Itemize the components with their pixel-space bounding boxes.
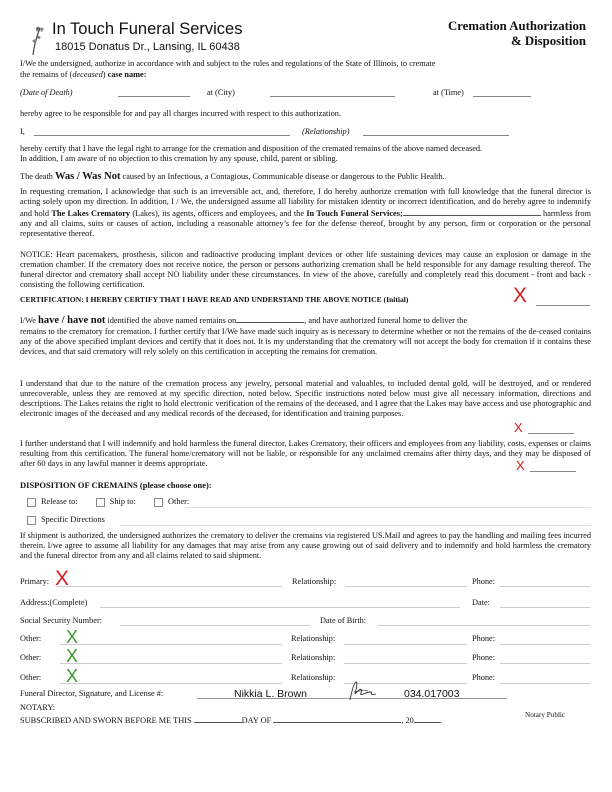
other-2-name-line[interactable]	[60, 663, 282, 664]
certification-text: CERTIFICATION: I HEREBY CERTIFY THAT I HAVE READ AND UNDERSTAND THE ABOVE NOTICE (Initial)	[20, 295, 409, 304]
other-3-mark[interactable]: X	[66, 666, 79, 686]
death-cause-suffix: caused by an Infectious, a Contagious, Communicable disease or dangerous to the Public Health.	[120, 172, 445, 181]
sworn-text-a: SUBSCRIBED AND SWORN BEFORE ME THIS	[20, 716, 192, 725]
specific-directions-line[interactable]	[120, 525, 591, 526]
other-3-relationship-label: Relationship:	[291, 673, 336, 682]
certification-initial-mark[interactable]: X	[513, 284, 528, 307]
implant-paragraph: remains to the crematory for cremation. I further certify that I/We have made such inquiry as is necessary to determine whether or not the remains of the de-ceased contains any of the above specified implant devices and certify that it does not. It is my understanding that the crematory will not accept the body for cremation if it contains these devices, and that said crematory will rely solely on this certification in accepting the remains for cremation.	[20, 327, 591, 356]
at-city-text: at (City)	[207, 88, 235, 97]
other-3-phone-line[interactable]	[500, 683, 590, 684]
company-address: 18015 Donatus Dr., Lansing, IL 60438	[55, 41, 240, 53]
other-3-phone-label: Phone:	[472, 673, 496, 682]
ssn-label: Social Security Number:	[20, 616, 103, 625]
primary-label: Primary:	[20, 577, 50, 586]
sworn-day-blank[interactable]	[194, 714, 242, 723]
intro-line1: I/We the undersigned, authorize in accordance with and subject to the rules and regulations of the State of Illinois, to cremate	[20, 59, 436, 68]
disposition-other-line[interactable]	[186, 507, 591, 508]
time-line[interactable]	[473, 96, 531, 97]
certify-line2: In addition, I am aware of no objection to this cremation by any spouse, child, parent or sibling.	[20, 154, 338, 163]
intro-line2	[20, 70, 147, 80]
specific-directions-label: Specific Directions	[41, 515, 105, 524]
ssn-line[interactable]	[120, 625, 310, 626]
at-time-label	[433, 88, 464, 98]
at-city-label	[207, 88, 235, 98]
primary-relationship-label: Relationship:	[292, 577, 337, 586]
indemnify-paragraph: I further understand that I will indemnify and hold harmless the funeral director, Lakes Crematory, their officers and employees from any liability, costs, expenses or claims resulting from this certification. The funeral home/crematory will not be liable, or responsible for any unclaimed cremains after thirty days, and they may be disposed of after 60 days in any lawful manner it deems appropriate.	[20, 439, 591, 468]
other-2-mark[interactable]: X	[66, 646, 79, 666]
form-title	[448, 19, 586, 49]
indemnify-initial-line[interactable]	[530, 471, 576, 472]
other-1-name-line[interactable]	[60, 644, 282, 645]
at-time-text: at (Time)	[433, 88, 464, 97]
certification-initial-line[interactable]	[536, 305, 590, 306]
other-1-label: Other:	[20, 634, 42, 643]
relationship-line[interactable]	[363, 135, 509, 136]
primary-phone-line[interactable]	[500, 586, 590, 587]
signature-scribble-icon	[346, 680, 382, 702]
i-name-line[interactable]	[34, 135, 290, 136]
other-2-relationship-label: Relationship:	[291, 653, 336, 662]
other-1-relationship-line[interactable]	[344, 644, 467, 645]
certification-line	[20, 295, 408, 305]
jewelry-initial-mark[interactable]: X	[514, 420, 523, 435]
implant-text-a: identified the above named remains on	[105, 316, 237, 325]
date-line[interactable]	[500, 607, 590, 608]
sworn-text-c: , 20	[401, 716, 414, 725]
was-was-not-choice[interactable]: Was / Was Not	[55, 171, 121, 182]
notary-public-label: Notary Public	[525, 711, 566, 719]
responsible-line: hereby agree to be responsible for and pay all charges incurred with respect to this authorization.	[20, 109, 342, 118]
funeral-service-name: In Touch Funeral Services;	[306, 209, 403, 218]
other-1-mark[interactable]: X	[66, 627, 79, 647]
shipment-paragraph: If shipment is authorized, the undersigned authorizes the crematory to deliver the cremains via registered US.Mail and agrees to pay the handling and mailing fees incurred therein. I/we agree to assume all liability for any damages that may arise from any cause growing out of said delivery and to indemnify and hold harmless the crematory and the funeral director from any and all claims related to said shipment.	[20, 531, 591, 560]
specific-directions	[27, 515, 105, 525]
other-1-relationship-label: Relationship:	[291, 634, 336, 643]
notice-paragraph: NOTICE: Heart pacemakers, prosthesis, silicon and radioactive producing implant devices or other life sustaining devices may cause an explosion or damage in the cremation chamber. If the crematory does not receive notice, the person or persons authorizing cremation shall be held responsible for any damage resulting thereof. The funeral director and crematory shall accept NO liability under these circumstances. In view of the above, carefully and completely read this document - front and back - consisting the following certification.	[20, 250, 591, 289]
implant-prefix: I/We	[20, 316, 38, 325]
jewelry-initial-line[interactable]	[528, 433, 574, 434]
intro-remains-text: the remains of (	[20, 70, 73, 79]
address-line[interactable]	[100, 607, 460, 608]
implant-first-line	[20, 314, 467, 326]
sworn-line: SUBSCRIBED AND SWORN BEFORE ME THIS DAY OF , 20 .	[20, 716, 442, 725]
other-2-label: Other:	[20, 653, 42, 662]
certify-line1: hereby certify that I have the legal right to arrange for the cremation and disposition of the cremated remains of the above named deceased.	[20, 144, 483, 153]
other-2-phone-line[interactable]	[500, 663, 590, 664]
other-2-relationship-line[interactable]	[344, 663, 467, 664]
release-checkbox[interactable]	[27, 498, 36, 507]
lakes-crematory-name: The Lakes Crematory	[51, 209, 131, 218]
other-checkbox[interactable]	[154, 498, 163, 507]
director-label: Funeral Director, Signature, and License #:	[20, 689, 164, 698]
primary-phone-label: Phone:	[472, 577, 496, 586]
ship-checkbox[interactable]	[96, 498, 105, 507]
irreversible-text-1: In requesting cremation, I acknowledge that such is an irreversible act, and, therefore, I do hereby authorize cremation with full knowledge that the funeral director is acting solely upon my direction. In addition, I / We, the undersigned assume all liability for mistaken identity or incorrect identification, and do hereby agree to indemnify and hold	[20, 187, 591, 218]
primary-mark[interactable]: X	[55, 567, 70, 590]
other-3-label: Other:	[20, 673, 42, 682]
director-license: 034.017003	[404, 688, 460, 700]
specific-directions-checkbox[interactable]	[27, 516, 36, 525]
death-cause-prefix: The death	[20, 172, 56, 181]
dob-line[interactable]	[378, 625, 590, 626]
disposition-options	[27, 497, 189, 507]
indemnify-initial-mark[interactable]: X	[516, 458, 525, 473]
jewelry-paragraph: I understand that due to the nature of the cremation process any jewelry, personal material and valuables, to included dental gold, will be destroyed, and or rendered unrecoverable, unless they are removed at my specific direction, noted below. Specific instructions noted below must give all necessary information, directions and descriptions. The Lakes retains the right to hold electronic verification of the remains of the deceased, and I agree that the Lakes may have access and use photographic and electronic images of the deceased and any medical records of the deceased, for identification and training purposes.	[20, 379, 591, 418]
funeral-blank[interactable]	[403, 207, 541, 216]
city-line[interactable]	[270, 96, 395, 97]
deceased-label: deceased	[72, 70, 103, 79]
sworn-year-blank[interactable]	[414, 714, 440, 723]
primary-relationship-line[interactable]	[345, 586, 467, 587]
director-name: Nikkia L. Brown	[234, 688, 307, 700]
implant-text-b: , and have authorized funeral home to deliver the	[304, 316, 468, 325]
disposition-heading: DISPOSITION OF CREMAINS (please choose one):	[20, 480, 212, 490]
have-have-not-choice[interactable]: have / have not	[38, 315, 106, 326]
intro-remains-close: )	[102, 70, 108, 79]
irreversible-paragraph	[20, 187, 591, 239]
form-title-line2: & Disposition	[510, 34, 586, 48]
notary-label: NOTARY:	[20, 703, 55, 712]
lily-logo-icon	[27, 22, 47, 56]
irreversible-text-2: (Lakes), its agents, officers and employees, and the	[130, 209, 307, 218]
address-label: Address:(Complete)	[20, 598, 88, 607]
death-cause-line	[20, 172, 445, 182]
company-logo	[27, 22, 47, 56]
company-name: In Touch Funeral Services	[52, 20, 243, 38]
case-name-label: case name:	[107, 70, 147, 79]
other-1-phone-label: Phone:	[472, 634, 496, 643]
ship-label: Ship to:	[109, 497, 136, 506]
director-signature	[346, 680, 382, 702]
identified-date-blank[interactable]	[236, 314, 304, 323]
other-2-phone-label: Phone:	[472, 653, 496, 662]
release-label: Release to:	[41, 497, 78, 506]
date-of-death-label: (Date of Death)	[20, 88, 73, 97]
irreversible-text-3: harmless from any and all claims, suits or causes of action, including a reasonable attorney’s fee for the defense thereof, brought by any person, firm or corporation or the personal representative thereof.	[20, 209, 591, 238]
i-label: I,	[20, 127, 25, 136]
sworn-month-blank[interactable]	[273, 714, 401, 723]
date-label: Date:	[472, 598, 490, 607]
dob-label: Date of Birth:	[320, 616, 367, 625]
relationship-paren-label: (Relationship)	[302, 127, 350, 136]
form-title-line1: Cremation Authorization	[447, 19, 586, 33]
primary-name-line[interactable]	[56, 586, 282, 587]
other-1-phone-line[interactable]	[500, 644, 590, 645]
other-label: Other:	[168, 497, 190, 506]
sworn-text-b: DAY OF	[241, 716, 272, 725]
other-3-name-line[interactable]	[60, 683, 282, 684]
date-of-death-line[interactable]	[118, 96, 190, 97]
